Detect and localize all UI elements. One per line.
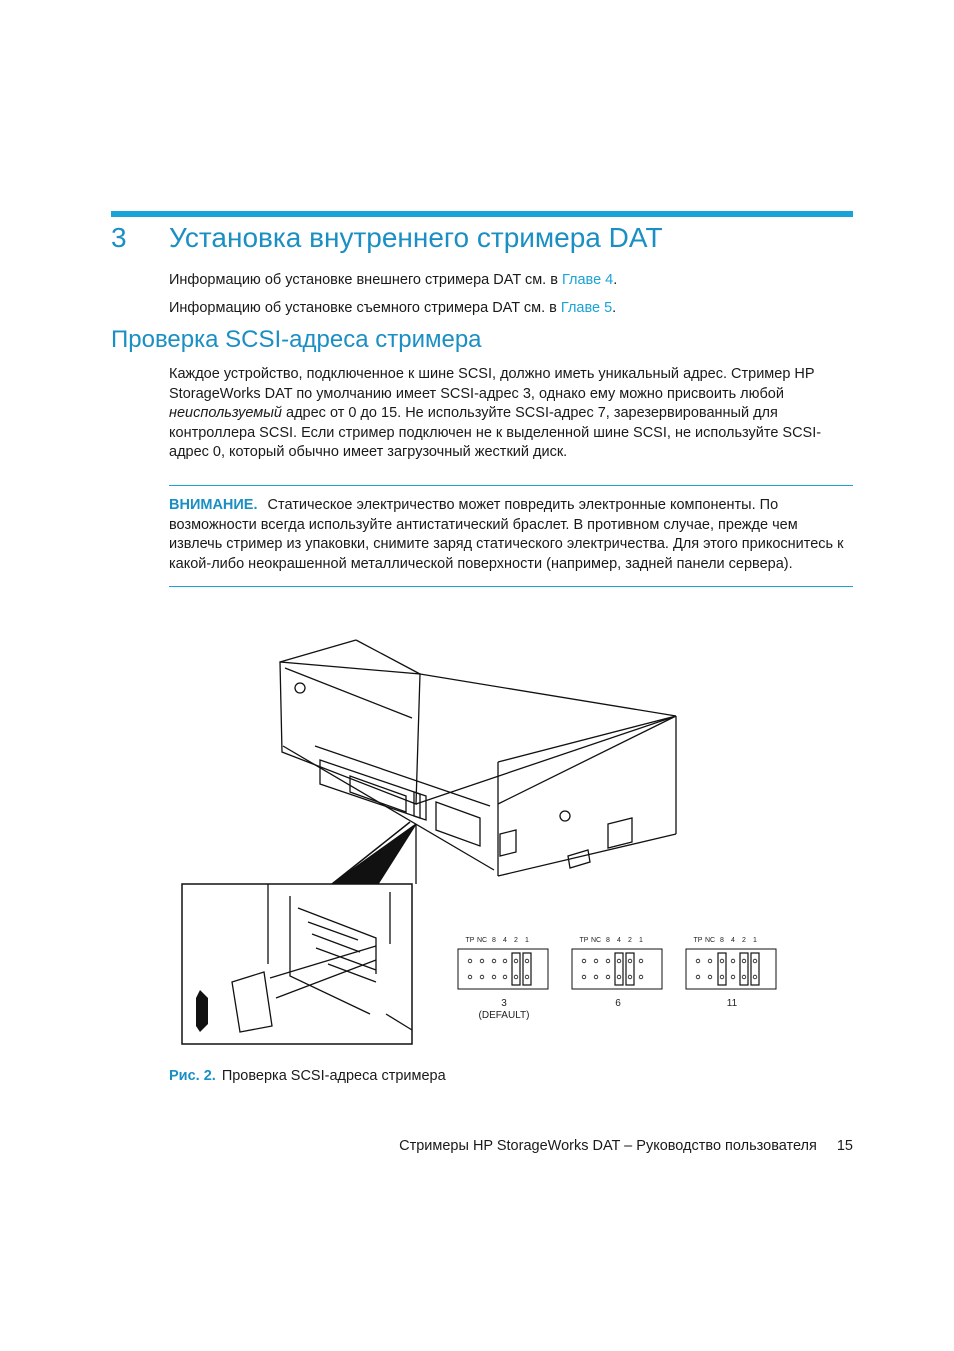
scsi-figure (180, 634, 780, 1050)
intro-line-2: Информацию об установке съемного стримера DAT см. в Главе 5. (169, 300, 617, 316)
jumper-column-label: TP (465, 937, 475, 944)
page-footer (399, 1138, 853, 1154)
jumper-column-label: NC (704, 937, 716, 944)
jumper-default-label: (DEFAULT) (478, 1010, 530, 1021)
chapter-number: 3 (111, 222, 127, 253)
caution-label: ВНИМАНИЕ. (169, 497, 258, 513)
jumper-block (686, 937, 776, 1009)
jumper-address-label: 6 (615, 998, 621, 1009)
jumper-block (458, 937, 548, 1021)
caution-rule-bottom (169, 586, 853, 587)
jumper-column-label: NC (590, 937, 602, 944)
jumper-column-label: NC (476, 937, 488, 944)
jumper-header-outline (686, 949, 776, 989)
jumper-block (572, 937, 662, 1009)
caution-rule-top (169, 485, 853, 486)
figure-caption (169, 1068, 446, 1084)
jumper-column-label: TP (579, 937, 589, 944)
jumper-column-label: 4 (731, 937, 735, 944)
jumper-column-label: 1 (525, 937, 529, 944)
chapter-4-link[interactable]: Главе 4 (561, 272, 614, 288)
jumper-column-label: 1 (639, 937, 643, 944)
intro-line-1: Информацию об установке внешнего стримера DAT см. в Главе 4. (169, 272, 618, 288)
jumper-column-label: 4 (617, 937, 621, 944)
jumper-column-label: 1 (753, 937, 757, 944)
drive-illustration (280, 640, 676, 884)
emphasis: неиспользуемый (169, 405, 282, 422)
jumper-column-label: 2 (514, 937, 518, 944)
jumper-column-label: 8 (492, 937, 496, 944)
intro-text: Информацию об установке внешнего стримера DAT см. в (169, 272, 562, 288)
section-title: Проверка SCSI-адреса стримера (111, 326, 482, 353)
jumper-header-outline (572, 949, 662, 989)
body-paragraph: Каждое устройство, подключенное к шине SCSI, должно иметь уникальный адрес. Стример HP StorageWorks DAT по умолчанию имеет SCSI-адрес 3, однако ему можно присвоить любой неиспользуемый адрес от 0 до 15. Не используйте SCSI-адрес 7, зарезервированный для контроллера SCSI. Если стример подключен не к выделенной шине SCSI, не используйте SCSI-адрес 0, который обычно имеет загрузочный жесткий диск. (169, 366, 822, 461)
jumper-address-label: 3 (501, 998, 507, 1009)
caption-label: Рис. 2. (169, 1068, 216, 1084)
caption-text: Проверка SCSI-адреса стримера (221, 1068, 446, 1084)
detail-inset (182, 884, 412, 1044)
jumper-column-label: 4 (503, 937, 507, 944)
chapter-rule (111, 211, 853, 217)
jumper-column-label: 2 (628, 937, 632, 944)
jumper-column-label: TP (693, 937, 703, 944)
jumper-column-label: 2 (742, 937, 746, 944)
jumper-diagrams (458, 937, 776, 1021)
chapter-5-link[interactable]: Главе 5 (560, 300, 613, 316)
caution-note (169, 496, 853, 574)
footer-title: Стримеры HP StorageWorks DAT – Руководство пользователя (399, 1138, 817, 1154)
caution-text: Статическое электричество может повредить электронные компоненты. По возможности всегда используйте антистатический браслет. В противном случае, прежде чем извлечь стример из упаковки, снимите заряд статического электричества. Для этого прикоснитесь к какой-либо неокрашенной металлической поверхности (например, задней панели сервера). (169, 497, 844, 572)
intro-text: Информацию об установке съемного стримера DAT см. в (169, 300, 561, 316)
jumper-address-label: 11 (726, 998, 738, 1009)
jumper-column-label: 8 (720, 937, 724, 944)
jumper-header-outline (458, 949, 548, 989)
jumper-column-label: 8 (606, 937, 610, 944)
chapter-title: Установка внутреннего стримера DAT (169, 222, 663, 253)
page-number: 15 (836, 1138, 853, 1154)
